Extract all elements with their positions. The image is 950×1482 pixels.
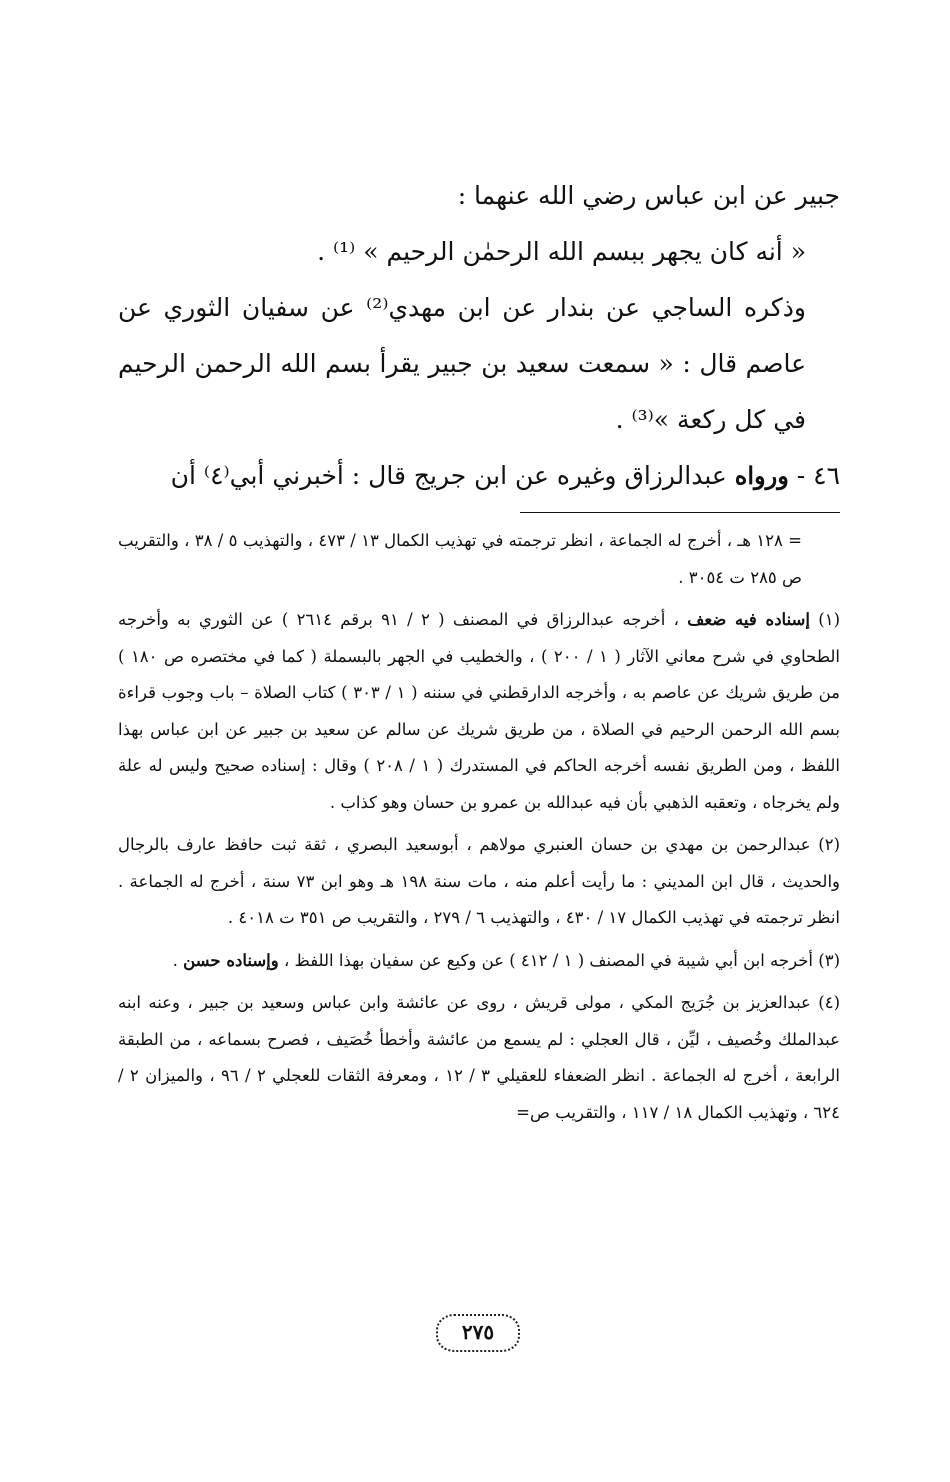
main-text [118,168,840,504]
footnote-4 [118,985,840,1131]
main-paragraph: وذكره الساجي عن بندار عن ابن مهدي⁽²⁾ عن سفيان الثوري عن عاصم قال : « سمعت سعيد بن جبير يقرأ بسم الله الرحمن الرحيم في كل ركعة »⁽³⁾ . [118,293,806,434]
footnote-3-marker: (٣) [818,950,840,970]
hadith-text: عبدالرزاق وغيره عن ابن جريج قال : أخبرني أبي⁽٤⁾ أن [170,461,727,490]
hadith-line [118,448,840,504]
footnote-4-marker: (٤) [818,993,840,1012]
page-body [118,168,840,1137]
hadith-keyword: ورواه [734,461,789,490]
footnote-continuation: = ١٢٨ هـ ، أخرج له الجماعة ، انظر ترجمته في تهذيب الكمال ١٣ / ٤٧٣ ، والتهذيب ٥ / ٣٨ ، والتقريب ص ٢٨٥ ت ٣٠٥٤ . [118,531,802,587]
main-line-1: جبير عن ابن عباس رضي الله عنهما : [457,181,840,210]
footnote-1 [118,602,840,821]
footnote-separator [520,512,840,513]
footnote-3 [118,943,840,980]
footnote-2-text: عبدالرحمن بن مهدي بن حسان العنبري مولاهم ، أبوسعيد البصري ، ثقة ثبت حافظ عارف بالرجال والحديث ، قال ابن المديني : ما رأيت أعلم منه ، مات سنة ١٩٨ هـ وهو ابن ٧٣ سنة ، أخرج له الجماعة . انظر ترجمته في تهذيب الكمال ١٧ / ٤٣٠ ، والتهذيب ٦ / ٢٧٩ ، والتقريب ص ٣٥١ ت ٤٠١٨ . [118,835,841,927]
page-number: ٢٧٥ [436,1314,520,1352]
footnote-4-text: عبدالعزيز بن جُرَيج المكي ، مولى قريش ، روى عن عائشة وابن عباس وسعيد بن جبير ، وعنه ابنه عبدالملك وخُصيف ، ليِّن ، قال العجلي : لم يسمع من عائشة وأخطأ خُصَيف ، فصرح بسماعه ، من الطبقة الرابعة ، أخرج له الجماعة . انظر الضعفاء للعقيلي ٣ / ١٢ ، ومعرفة الثقات للعجلي ٢ / ٩٦ ، والميزان ٢ / ٦٢٤ ، وتهذيب الكمال ١٨ / ١١٧ ، والتقريب ص= [118,993,840,1122]
footnote-1-bold: إسناده فيه ضعف [687,610,810,629]
footnote-2 [118,827,840,937]
footnotes [118,523,840,1131]
footnote-1-text: ، أخرجه عبدالرزاق في المصنف ( ٢ / ٩١ برقم ٢٦١٤ ) عن الثوري به وأخرجه الطحاوي في شرح معاني الآثار ( ١ / ٢٠٠ ) ، والخطيب في الجهر بالبسملة ( كما في مختصره ص ١٨٠ ) من طريق شريك عن عاصم به ، وأخرجه الدارقطني في سننه ( ١ / ٣٠٣ ) كتاب الصلاة – باب وجوب قراءة بسم الله الرحمن الرحيم في الصلاة ، من طريق شريك عن سالم عن سعيد بن جبير عن ابن عباس بهذا اللفظ ، ومن الطريق نفسه أخرجه الحاكم في المستدرك ( ١ / ٢٠٨ ) وقال : إسناده صحيح وليس له علة ولم يخرجاه ، وتعقبه الذهبي بأن فيه عبدالله بن عمرو بن حسان وهو كذاب . [118,610,840,812]
hadith-number: ٤٦ - [796,461,840,490]
footnote-3-text: أخرجه ابن أبي شيبة في المصنف ( ١ / ٤١٢ ) عن وكيع عن سفيان بهذا اللفظ ، [283,950,813,970]
footnote-2-marker: (٢) [818,835,840,854]
footnote-3-end: . [172,950,178,970]
main-quote-line: « أنه كان يجهر ببسم الله الرحمٰن الرحيم » ⁽¹⁾ . [317,237,806,266]
footnote-1-marker: (١) [818,610,840,629]
footnote-3-bold: وإسناده حسن [183,950,279,970]
